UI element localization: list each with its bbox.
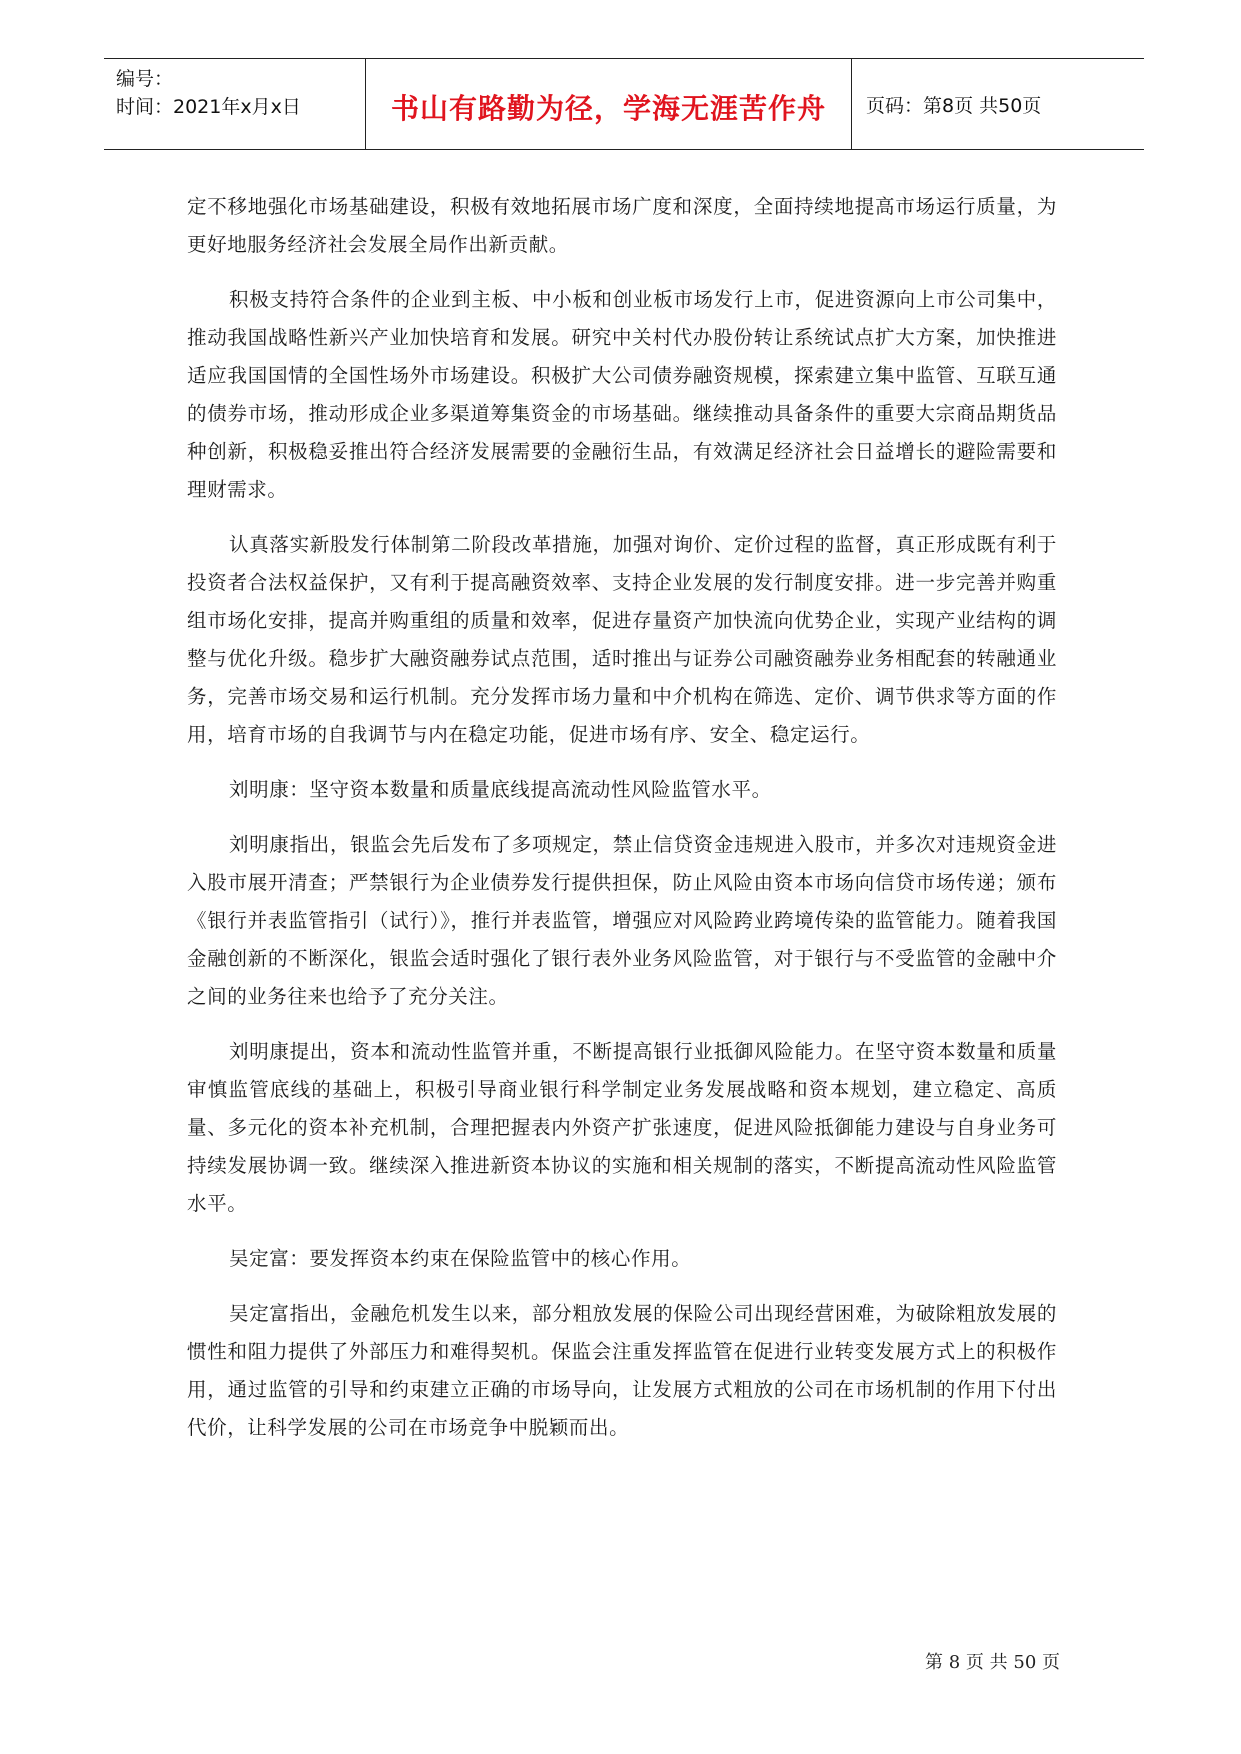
header-motto: 书山有路勤为径，学海无涯苦作舟 <box>390 92 826 125</box>
document-time-label: 时间：2021年x月x日 <box>116 96 301 118</box>
header-page-label: 页码：第8页 共50页 <box>866 94 1042 117</box>
header-motto-cell <box>366 59 852 149</box>
page-footer <box>880 1648 1060 1674</box>
paragraph: 认真落实新股发行体制第二阶段改革措施，加强对询价、定价过程的监督，真正形成既有利于投资者合法权益保护，又有利于提高融资效率、支持企业发展的发行制度安排。进一步完善并购重组市场化安排，提高并购重组的质量和效率，促进存量资产加快流向优势企业，实现产业结构的调整与优化升级。稳步扩大融资融券试点范围，适时推出与证券公司融资融券业务相配套的转融通业务，完善市场交易和运行机制。充分发挥市场力量和中介机构在筛选、定价、调节供求等方面的作用，培育市场的自我调节与内在稳定功能，促进市场有序、安全、稳定运行。 <box>187 533 1057 746</box>
header-page-cell <box>852 59 1144 149</box>
section-heading: 刘明康：坚守资本数量和质量底线提高流动性风险监管水平。 <box>229 778 772 801</box>
paragraph: 刘明康提出，资本和流动性监管并重，不断提高银行业抵御风险能力。在坚守资本数量和质量审慎监管底线的基础上，积极引导商业银行科学制定业务发展战略和资本规划，建立稳定、高质量、多元化的资本补充机制，合理把握表内外资产扩张速度，促进风险抵御能力建设与自身业务可持续发展协调一致。继续深入推进新资本协议的实施和相关规制的落实，不断提高流动性风险监管水平。 <box>187 1040 1057 1215</box>
header-info-cell <box>104 59 366 149</box>
section-heading: 吴定富：要发挥资本约束在保险监管中的核心作用。 <box>229 1247 692 1270</box>
paragraph: 吴定富指出，金融危机发生以来，部分粗放发展的保险公司出现经营困难，为破除粗放发展的惯性和阻力提供了外部压力和难得契机。保监会注重发挥监管在促进行业转变发展方式上的积极作用，通过监管的引导和约束建立正确的市场导向，让发展方式粗放的公司在市场机制的作用下付出代价，让科学发展的公司在市场竞争中脱颖而出。 <box>187 1302 1057 1439</box>
footer-page-number: 第 8 页 共 50 页 <box>925 1652 1060 1673</box>
document-number-label: 编号： <box>116 68 174 90</box>
paragraph: 刘明康指出，银监会先后发布了多项规定，禁止信贷资金违规进入股市，并多次对违规资金进入股市展开清查；严禁银行为企业债券发行提供担保，防止风险由资本市场向信贷市场传递；颁布《银行并表监管指引（试行）》，推行并表监管，增强应对风险跨业跨境传染的监管能力。随着我国金融创新的不断深化，银监会适时强化了银行表外业务风险监管，对于银行与不受监管的金融中介之间的业务往来也给予了充分关注。 <box>187 833 1057 1008</box>
paragraph-continuation: 定不移地强化市场基础建设，积极有效地拓展市场广度和深度，全面持续地提高市场运行质量，为更好地服务经济社会发展全局作出新贡献。 <box>187 195 1057 256</box>
document-body <box>187 188 1057 1464</box>
document-header <box>104 58 1144 150</box>
paragraph: 积极支持符合条件的企业到主板、中小板和创业板市场发行上市，促进资源向上市公司集中，推动我国战略性新兴产业加快培育和发展。研究中关村代办股份转让系统试点扩大方案，加快推进适应我国国情的全国性场外市场建设。积极扩大公司债券融资规模，探索建立集中监管、互联互通的债券市场，推动形成企业多渠道筹集资金的市场基础。继续推动具备条件的重要大宗商品期货品种创新，积极稳妥推出符合经济发展需要的金融衍生品，有效满足经济社会日益增长的避险需要和理财需求。 <box>187 288 1057 501</box>
